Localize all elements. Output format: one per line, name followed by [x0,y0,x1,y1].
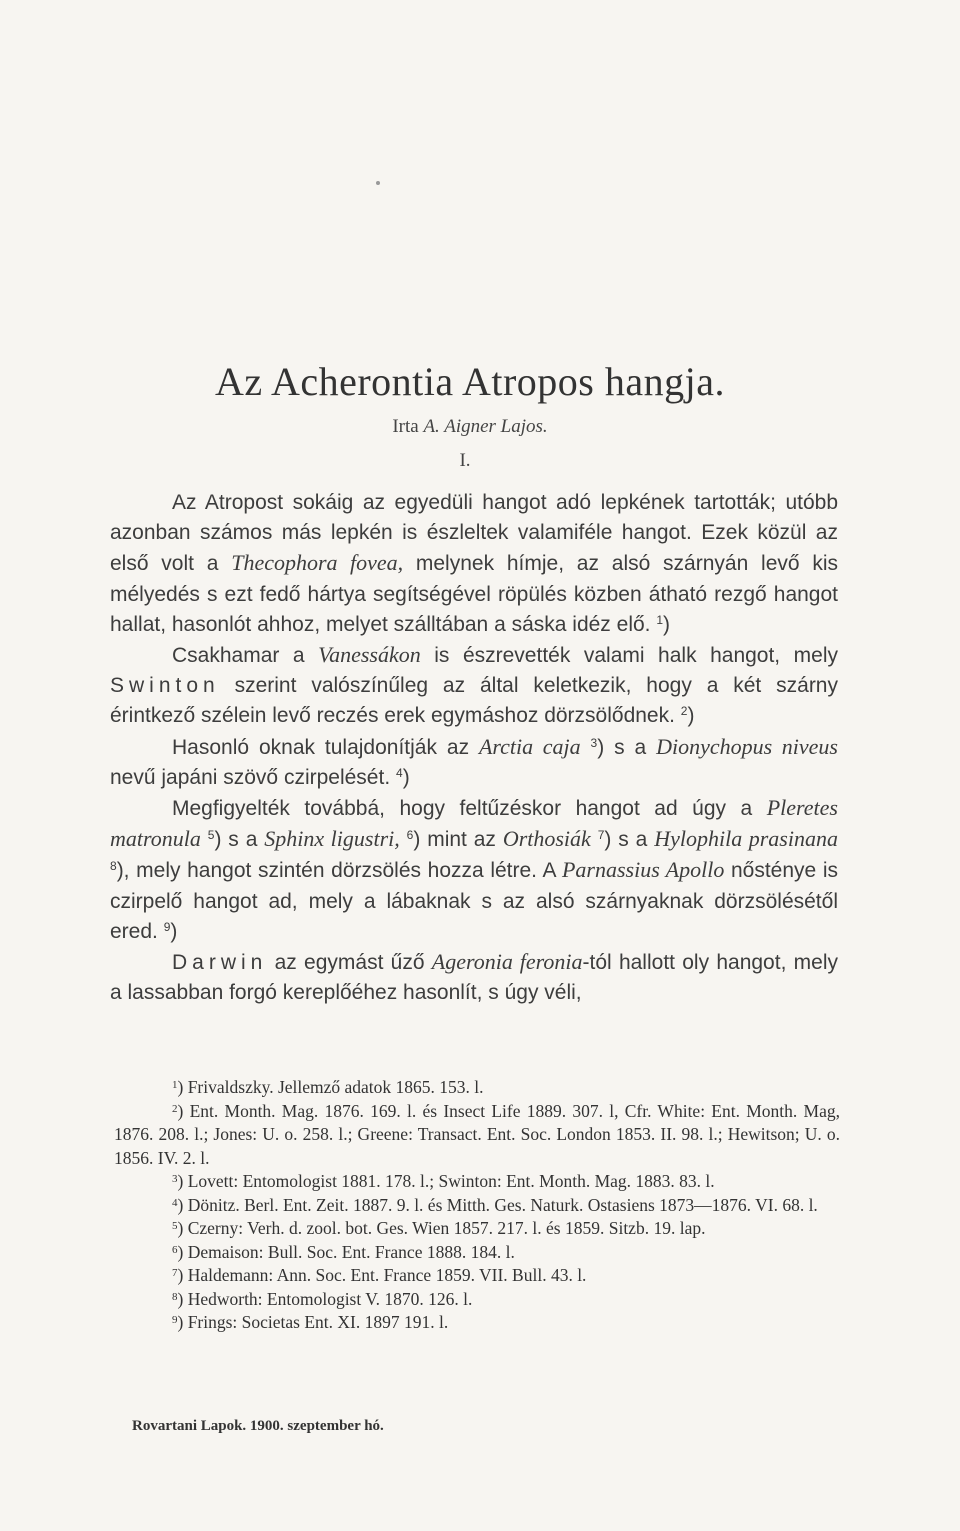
footnote: $^5$) Czerny: Verh. d. zool. bot. Ges. Wien 1857. 217. l. és 1859. Sitzb. 19. lap. [172,1218,706,1238]
byline-author: A. Aigner Lajos. [423,416,548,437]
section-number: I. [459,450,471,471]
footnote: $^6$) Demaison: Bull. Soc. Ent. France 1888. 184. l. [172,1241,515,1262]
footnote: $^4$) Dönitz. Berl. Ent. Zeit. 1887. 9. l. és Mitth. Ges. Naturk. Ostasiens 1873—1876. VI. 68. l. [172,1194,818,1215]
paper-speck [376,181,380,185]
footnotes [114,1076,840,1335]
paragraph-3: Hasonló oknak tulajdonítják az Arctia caja $^3$) s a Dionychopus niveus nevű japáni szövő czirpelését. $^4$) [110,733,838,789]
footnote: $^8$) Hedworth: Entomologist V. 1870. 126. l. [172,1288,473,1309]
footnote: $^1$) Frivaldszky. Jellemző adatok 1865. 153. l. [172,1077,484,1097]
journal-footer: Rovartani Lapok. 1900. szeptember hó. [132,1418,384,1434]
byline-prefix: Irta [392,416,419,437]
footnote: $^3$) Lovett: Entomologist 1881. 178. l.; Swinton: Ent. Month. Mag. 1883. 83. l. [172,1171,715,1191]
footnote: $^9$) Frings: Societas Ent. XI. 1897 191. l. [172,1312,449,1332]
footnote: $^7$) Haldemann: Ann. Soc. Ent. France 1859. VII. Bull. 43. l. [172,1265,587,1285]
article-byline [0,416,940,438]
paragraph-2: Csakhamar a Vanessákon is észrevették valami halk hangot, mely Swinton szerint valószínűleg az által keletkezik, hogy a két szárny érintkező szélein levő reczés erek egymáshoz dörzsölődnek. $^2$) [110,642,839,728]
paragraph-5: Darwin az egymást űző Ageronia feronia-tól hallott oly hangot, mely a lassabban forgó kereplőéhez hasonlít, s úgy véli, [110,949,838,1005]
article-body [110,488,838,1008]
article-title: Az Acherontia Atropos hangja. [215,359,725,404]
footnote: $^2$) Ent. Month. Mag. 1876. 169. l. és Insect Life 1889. 307. l, Cfr. White: Ent. Month. Mag, 1876. 208. l.; Jones: U. o. 258. l.; Greene: Transact. Ent. Soc. London 1853. II. 98. l.; Hewitson; U. o. 1856. IV. 2. l. [114,1100,840,1168]
paragraph-4: Megfigyelték továbbá, hogy feltűzéskor hangot ad úgy a Pleretes matronula $^5$) s a Sphinx ligustri, $^6$) mint az Orthosiák $^7$) s a Hylophila prasinana $^8$), mely hangot szintén dörzsölés hozza létre. A Parnassius Apollo nősténye is czirpelő hangot ad, mely a lábaknak s az alsó szárnyaknak dörzsölésétől ered. $^9$) [110,795,838,943]
paragraph-1: Az Atropost sokáig az egyedüli hangot adó lepkének tartották; utóbb azonban számos más lepkén is észleltek valamiféle hangot. Ezek közül az első volt a Thecophora fovea, melynek hímje, az alsó szárnyán levő kis mélyedés s ezt fedő hártya segítségével röpülés közben átható rezgő hangot hallat, hasonlót ahhoz, melyet szálltában a sáska idéz elő. $^1$) [110,491,838,636]
